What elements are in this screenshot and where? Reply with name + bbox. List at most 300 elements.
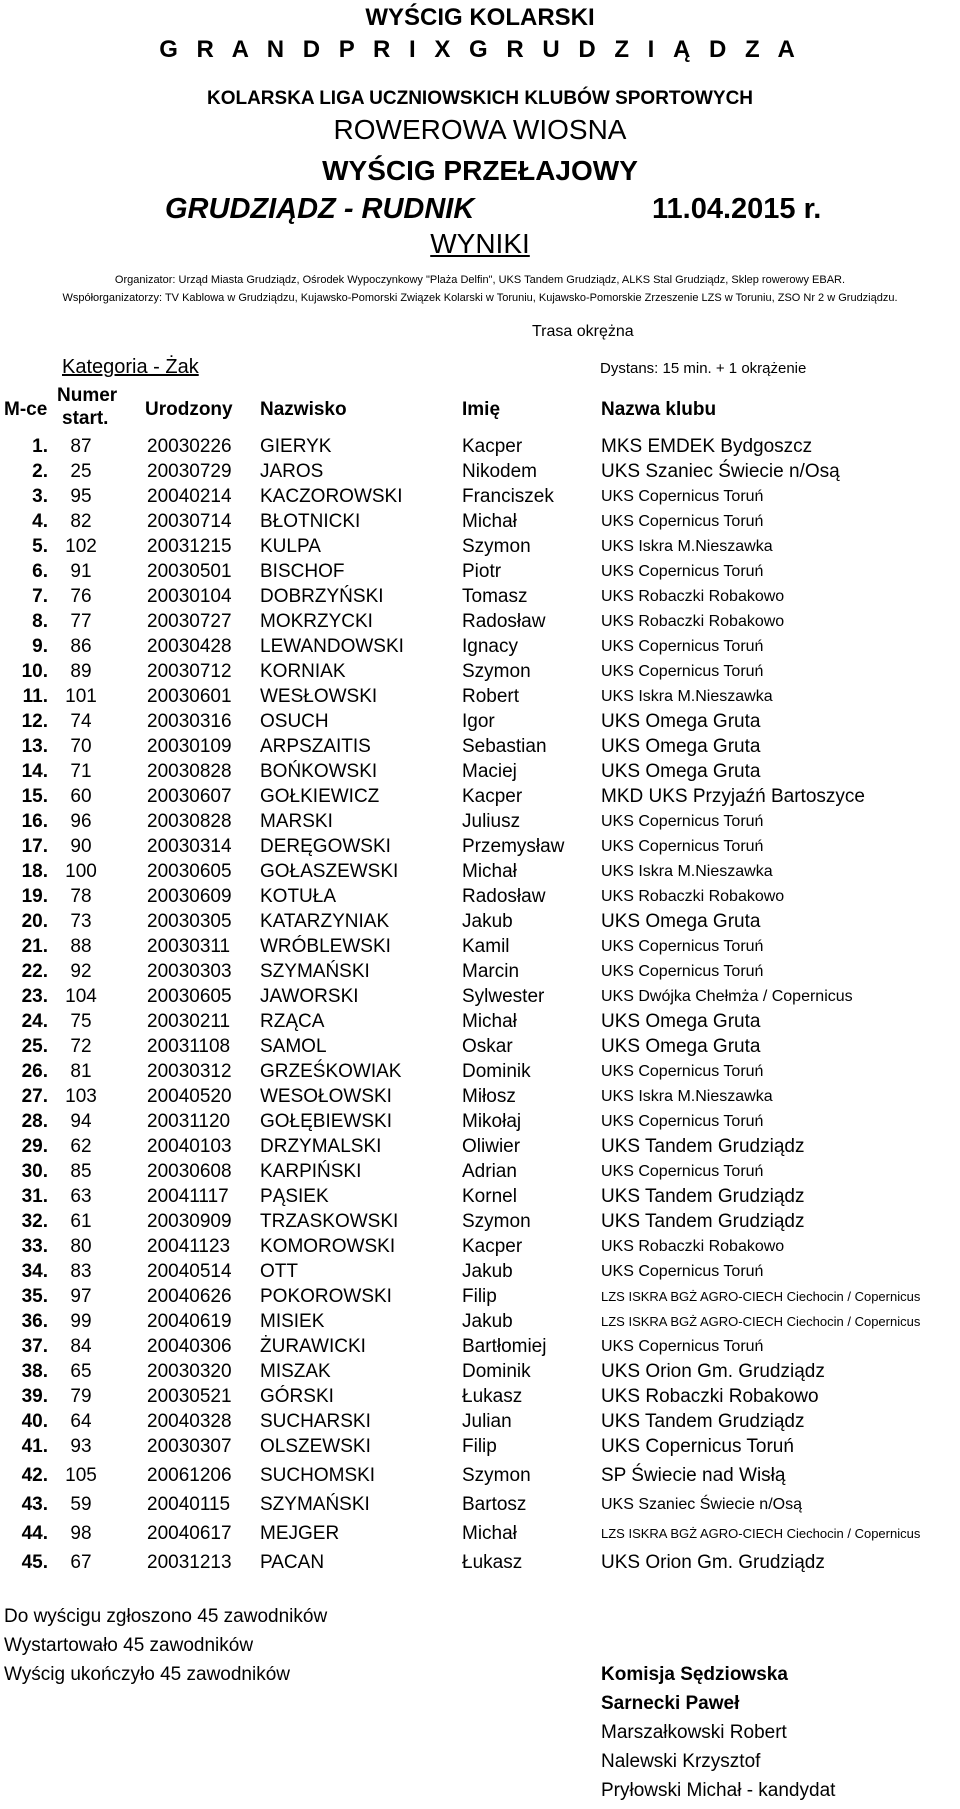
firstname-cell: Dominik [462,1361,531,1382]
birthdate-cell: 20030605 [147,861,232,882]
place-cell: 38. [21,1361,48,1382]
club-cell: UKS Omega Gruta [601,736,761,757]
firstname-cell: Kornel [462,1186,517,1207]
firstname-cell: Piotr [462,561,502,582]
col-born-header: Urodzony [145,399,233,420]
firstname-cell: Kacper [462,1236,523,1257]
place-cell: 2. [32,461,48,482]
number-cell: 70 [70,736,92,757]
surname-cell: TRZASKOWSKI [260,1211,399,1232]
club-cell: UKS Copernicus Toruń [601,1338,764,1355]
birthdate-cell: 20041123 [147,1236,231,1257]
club-cell: UKS Robaczki Robakowo [601,888,785,905]
number-cell: 102 [65,536,97,557]
club-cell: LZS ISKRA BGŻ AGRO-CIECH Ciechocin / Copernicus [601,1526,921,1541]
surname-cell: GRZEŚKOWIAK [260,1061,402,1082]
birthdate-cell: 20061206 [147,1465,232,1486]
number-cell: 83 [70,1261,92,1282]
birthdate-cell: 20031120 [147,1111,231,1132]
number-cell: 81 [70,1061,92,1082]
place-cell: 26. [21,1061,48,1082]
firstname-cell: Kacper [462,436,523,457]
number-cell: 61 [70,1211,92,1232]
race-subtitle: G R A N D P R I X G R U D Z I Ą D Z A [159,36,801,63]
table-row [0,1184,960,1209]
table-row [0,1234,960,1259]
number-cell: 92 [70,961,92,982]
number-cell: 84 [70,1336,92,1357]
table-row [0,1550,960,1575]
table-row [0,609,960,634]
club-cell: UKS Tandem Grudziądz [601,1186,805,1207]
birthdate-cell: 20030605 [147,986,232,1007]
organizer-text: Organizator: Urząd Miasta Grudziądz, Ośrodek Wypoczynkowy "Plaża Delfin", UKS Tandem Grudziądz, ALKS Stal Grudziądz, Sklep rowerowy EBAR. [114,274,846,286]
number-cell: 59 [70,1494,92,1515]
table-row [0,959,960,984]
firstname-cell: Radosław [462,611,546,632]
surname-cell: SUCHOMSKI [260,1465,376,1486]
club-cell: UKS Copernicus Toruń [601,1263,764,1280]
table-row [0,434,960,459]
firstname-cell: Michał [462,1011,517,1032]
firstname-cell: Kamil [462,936,510,957]
table-row [0,1059,960,1084]
firstname-cell: Łukasz [462,1552,523,1573]
club-cell: UKS Tandem Grudziądz [601,1136,805,1157]
birthdate-cell: 20031215 [147,536,232,557]
surname-cell: WRÓBLEWSKI [260,936,391,957]
place-cell: 3. [32,486,48,507]
event-name: ROWEROWA WIOSNA [333,114,627,145]
table-row [0,884,960,909]
place-cell: 29. [21,1136,48,1157]
firstname-cell: Radosław [462,886,546,907]
surname-cell: OLSZEWSKI [260,1436,371,1457]
birthdate-cell: 20030828 [147,811,232,832]
birthdate-cell: 20030226 [147,436,232,457]
number-cell: 105 [65,1465,97,1486]
number-cell: 94 [70,1111,92,1132]
place-cell: 19. [21,886,48,907]
club-cell: MKS EMDEK Bydgoszcz [601,436,813,457]
category-label: Kategoria - Żak [62,356,199,378]
table-row [0,684,960,709]
firstname-cell: Oliwier [462,1136,521,1157]
place-cell: 40. [21,1411,48,1432]
club-cell: SP Świecie nad Wisłą [601,1465,786,1486]
birthdate-cell: 20030828 [147,761,232,782]
table-row [0,459,960,484]
birthdate-cell: 20030601 [147,686,232,707]
club-cell: UKS Tandem Grudziądz [601,1411,805,1432]
number-cell: 80 [70,1236,92,1257]
birthdate-cell: 20030501 [147,561,232,582]
table-row [0,1309,960,1334]
surname-cell: MISIEK [260,1311,325,1332]
place-cell: 11. [22,686,48,707]
table-row [0,759,960,784]
club-cell: UKS Robaczki Robakowo [601,1386,819,1407]
table-row [0,1434,960,1459]
started-count: Wystartowało 45 zawodników [4,1635,254,1656]
registered-count: Do wyścigu zgłoszono 45 zawodników [4,1606,328,1627]
firstname-cell: Jakub [462,1261,513,1282]
place-cell: 10. [21,661,48,682]
place-cell: 41. [21,1436,48,1457]
firstname-cell: Dominik [462,1061,531,1082]
surname-cell: DRZYMALSKI [260,1136,382,1157]
birthdate-cell: 20031108 [147,1036,231,1057]
firstname-cell: Oskar [462,1036,513,1057]
number-cell: 96 [70,811,92,832]
birthdate-cell: 20030211 [147,1011,231,1032]
club-cell: UKS Robaczki Robakowo [601,613,785,630]
surname-cell: GIERYK [260,436,332,457]
birthdate-cell: 20030729 [147,461,232,482]
club-cell: UKS Copernicus Toruń [601,938,764,955]
place-cell: 8. [32,611,48,632]
surname-cell: KULPA [260,536,321,557]
club-cell: UKS Orion Gm. Grudziądz [601,1361,825,1382]
number-cell: 62 [70,1136,92,1157]
birthdate-cell: 20030314 [147,836,232,857]
place-cell: 33. [21,1236,48,1257]
race-title: WYŚCIG KOLARSKI [365,4,595,31]
surname-cell: BOŃKOWSKI [260,761,378,782]
route-type: Trasa okrężna [532,323,634,340]
place-cell: 17. [21,836,48,857]
table-row [0,809,960,834]
firstname-cell: Sebastian [462,736,547,757]
surname-cell: DERĘGOWSKI [260,836,391,857]
surname-cell: SAMOL [260,1036,327,1057]
place-cell: 25. [21,1036,48,1057]
number-cell: 72 [70,1036,92,1057]
place-cell: 15. [21,786,48,807]
birthdate-cell: 20030104 [147,586,232,607]
table-row [0,859,960,884]
club-cell: UKS Copernicus Toruń [601,1163,764,1180]
firstname-cell: Michał [462,861,517,882]
birthdate-cell: 20030608 [147,1161,232,1182]
birthdate-cell: 20040617 [147,1523,232,1544]
firstname-cell: Michał [462,1523,517,1544]
number-cell: 79 [70,1386,92,1407]
table-row [0,1259,960,1284]
col-number-header-line2: start. [62,408,109,429]
table-row [0,984,960,1009]
birthdate-cell: 20040306 [147,1336,232,1357]
birthdate-cell: 20040328 [147,1411,232,1432]
club-cell: UKS Omega Gruta [601,1036,761,1057]
birthdate-cell: 20030312 [147,1061,232,1082]
birthdate-cell: 20030607 [147,786,232,807]
results-heading: WYNIKI [430,228,530,259]
place-cell: 30. [21,1161,48,1182]
surname-cell: POKOROWSKI [260,1286,392,1307]
place-cell: 35. [21,1286,48,1307]
table-row [0,834,960,859]
place-cell: 42. [21,1465,48,1486]
number-cell: 73 [70,911,92,932]
table-row [0,1134,960,1159]
surname-cell: KARPIŃSKI [260,1161,362,1182]
place-cell: 7. [32,586,48,607]
birthdate-cell: 20030727 [147,611,232,632]
firstname-cell: Maciej [462,761,517,782]
number-cell: 89 [70,661,92,682]
surname-cell: KORNIAK [260,661,346,682]
birthdate-cell: 20040214 [147,486,232,507]
surname-cell: PĄSIEK [260,1186,329,1207]
table-row [0,934,960,959]
table-row [0,1334,960,1359]
birthdate-cell: 20030303 [147,961,232,982]
table-row [0,1359,960,1384]
number-cell: 76 [70,586,92,607]
surname-cell: KOTUŁA [260,886,337,907]
number-cell: 98 [70,1523,92,1544]
firstname-cell: Filip [462,1286,497,1307]
surname-cell: SUCHARSKI [260,1411,371,1432]
surname-cell: JAWORSKI [260,986,359,1007]
surname-cell: JAROS [260,461,324,482]
surname-cell: BŁOTNICKI [260,511,361,532]
club-cell: UKS Copernicus Toruń [601,1063,764,1080]
club-cell: UKS Copernicus Toruń [601,1436,794,1457]
surname-cell: SZYMAŃSKI [260,961,370,982]
place-cell: 6. [32,561,48,582]
number-cell: 67 [70,1552,92,1573]
birthdate-cell: 20030320 [147,1361,232,1382]
place-cell: 36. [21,1311,48,1332]
table-row [0,1284,960,1309]
surname-cell: KATARZYNIAK [260,911,390,932]
surname-cell: RZĄCA [260,1011,325,1032]
number-cell: 95 [70,486,92,507]
table-row [0,784,960,809]
club-cell: UKS Copernicus Toruń [601,513,764,530]
surname-cell: MEJGER [260,1523,340,1544]
firstname-cell: Przemysław [462,836,565,857]
place-cell: 14. [21,761,48,782]
surname-cell: MARSKI [260,811,333,832]
race-type: WYŚCIG PRZEŁAJOWY [322,155,638,186]
coorganizers-text: Współorganizatorzy: TV Kablowa w Grudziądzu, Kujawsko-Pomorski Związek Kolarski w Toruniu, Kujawsko-Pomorskie Zrzeszenie LZS w Toruniu, ZSO Nr 2 w Grudziądzu. [62,292,898,304]
birthdate-cell: 20030521 [147,1386,232,1407]
place-cell: 22. [21,961,48,982]
place-cell: 18. [21,861,48,882]
table-row [0,1463,960,1488]
club-cell: UKS Tandem Grudziądz [601,1211,805,1232]
club-cell: UKS Robaczki Robakowo [601,588,785,605]
firstname-cell: Jakub [462,911,513,932]
surname-cell: BISCHOF [260,561,345,582]
table-row [0,1492,960,1517]
surname-cell: OTT [260,1261,298,1282]
club-cell: UKS Szaniec Świecie n/Osą [601,1496,802,1513]
birthdate-cell: 20041117 [147,1186,229,1207]
race-date: 11.04.2015 r. [652,193,822,225]
surname-cell: MISZAK [260,1361,331,1382]
club-cell: UKS Omega Gruta [601,1011,761,1032]
firstname-cell: Adrian [462,1161,517,1182]
place-cell: 31. [21,1186,48,1207]
col-surname-header: Nazwisko [260,399,347,420]
table-row [0,734,960,759]
table-row [0,1384,960,1409]
number-cell: 101 [65,686,97,707]
firstname-cell: Sylwester [462,986,545,1007]
number-cell: 25 [70,461,92,482]
place-cell: 24. [21,1011,48,1032]
distance-label: Dystans: 15 min. + 1 okrążenie [600,360,807,377]
firstname-cell: Bartłomiej [462,1336,547,1357]
birthdate-cell: 20030109 [147,736,232,757]
place-cell: 1. [32,436,48,457]
number-cell: 93 [70,1436,92,1457]
surname-cell: DOBRZYŃSKI [260,586,384,607]
firstname-cell: Szymon [462,1211,531,1232]
number-cell: 91 [70,561,92,582]
club-cell: UKS Copernicus Toruń [601,838,764,855]
club-cell: UKS Omega Gruta [601,711,761,732]
firstname-cell: Juliusz [462,811,521,832]
place-cell: 4. [32,511,48,532]
firstname-cell: Szymon [462,1465,531,1486]
firstname-cell: Szymon [462,536,531,557]
number-cell: 104 [65,986,97,1007]
birthdate-cell: 20030712 [147,661,232,682]
surname-cell: GOŁĘBIEWSKI [260,1111,392,1132]
birthdate-cell: 20040520 [147,1086,232,1107]
surname-cell: GOŁASZEWSKI [260,861,399,882]
table-row [0,659,960,684]
club-cell: UKS Dwójka Chełmża / Copernicus [601,988,853,1005]
firstname-cell: Robert [462,686,520,707]
number-cell: 99 [70,1311,92,1332]
col-number-header: Numer [57,385,118,406]
number-cell: 100 [65,861,97,882]
table-row [0,709,960,734]
table-row [0,584,960,609]
club-cell: UKS Omega Gruta [601,761,761,782]
firstname-cell: Ignacy [462,636,518,657]
table-row [0,509,960,534]
table-row [0,1521,960,1546]
number-cell: 63 [70,1186,92,1207]
place-cell: 27. [21,1086,48,1107]
col-club-header: Nazwa klubu [601,399,717,420]
club-cell: UKS Copernicus Toruń [601,963,764,980]
number-cell: 64 [70,1411,92,1432]
birthdate-cell: 20030305 [147,911,232,932]
place-cell: 45. [21,1552,48,1573]
race-location: GRUDZIĄDZ - RUDNIK [165,193,475,225]
surname-cell: ARPSZAITIS [260,736,371,757]
surname-cell: GÓRSKI [260,1386,334,1407]
number-cell: 71 [70,761,92,782]
surname-cell: SZYMAŃSKI [260,1494,370,1515]
birthdate-cell: 20031213 [147,1552,232,1573]
place-cell: 39. [21,1386,48,1407]
table-row [0,1109,960,1134]
surname-cell: MOKRZYCKI [260,611,373,632]
jury-chief: Sarnecki Paweł [601,1693,740,1714]
jury-member: Marszałkowski Robert [601,1722,787,1743]
birthdate-cell: 20040619 [147,1311,232,1332]
surname-cell: GOŁKIEWICZ [260,786,380,807]
place-cell: 16. [21,811,48,832]
surname-cell: LEWANDOWSKI [260,636,404,657]
table-row [0,1409,960,1434]
club-cell: UKS Copernicus Toruń [601,1113,764,1130]
club-cell: UKS Copernicus Toruń [601,663,764,680]
firstname-cell: Michał [462,511,517,532]
place-cell: 5. [32,536,48,557]
club-cell: MKD UKS Przyjaźń Bartoszyce [601,786,865,807]
table-row [0,484,960,509]
firstname-cell: Miłosz [462,1086,516,1107]
firstname-cell: Julian [462,1411,512,1432]
birthdate-cell: 20030609 [147,886,232,907]
firstname-cell: Kacper [462,786,523,807]
club-cell: UKS Orion Gm. Grudziądz [601,1552,825,1573]
birthdate-cell: 20030714 [147,511,232,532]
club-cell: UKS Copernicus Toruń [601,813,764,830]
jury-member: Nalewski Krzysztof [601,1751,761,1772]
place-cell: 12. [21,711,48,732]
birthdate-cell: 20040514 [147,1261,232,1282]
club-cell: UKS Omega Gruta [601,911,761,932]
table-row [0,534,960,559]
table-row [0,559,960,584]
surname-cell: WESOŁOWSKI [260,1086,392,1107]
place-cell: 23. [21,986,48,1007]
birthdate-cell: 20040626 [147,1286,232,1307]
place-cell: 34. [21,1261,48,1282]
birthdate-cell: 20040103 [147,1136,232,1157]
birthdate-cell: 20030909 [147,1211,232,1232]
number-cell: 86 [70,636,92,657]
number-cell: 103 [65,1086,97,1107]
club-cell: UKS Szaniec Świecie n/Osą [601,461,840,482]
number-cell: 65 [70,1361,92,1382]
firstname-cell: Bartosz [462,1494,527,1515]
firstname-cell: Marcin [462,961,520,982]
number-cell: 77 [70,611,92,632]
finished-count: Wyścig ukończyło 45 zawodników [4,1664,291,1685]
birthdate-cell: 20030316 [147,711,232,732]
table-row [0,1159,960,1184]
surname-cell: WESŁOWSKI [260,686,378,707]
birthdate-cell: 20030307 [147,1436,232,1457]
surname-cell: KACZOROWSKI [260,486,403,507]
number-cell: 74 [70,711,92,732]
birthdate-cell: 20030311 [147,936,231,957]
firstname-cell: Franciszek [462,486,554,507]
surname-cell: ŻURAWICKI [260,1336,366,1357]
place-cell: 28. [21,1111,48,1132]
firstname-cell: Nikodem [462,461,537,482]
club-cell: UKS Robaczki Robakowo [601,1238,785,1255]
table-row [0,1084,960,1109]
club-cell: UKS Iskra M.Nieszawka [601,863,773,880]
number-cell: 97 [70,1286,92,1307]
firstname-cell: Mikołaj [462,1111,522,1132]
firstname-cell: Łukasz [462,1386,523,1407]
jury-title: Komisja Sędziowska [601,1664,788,1685]
